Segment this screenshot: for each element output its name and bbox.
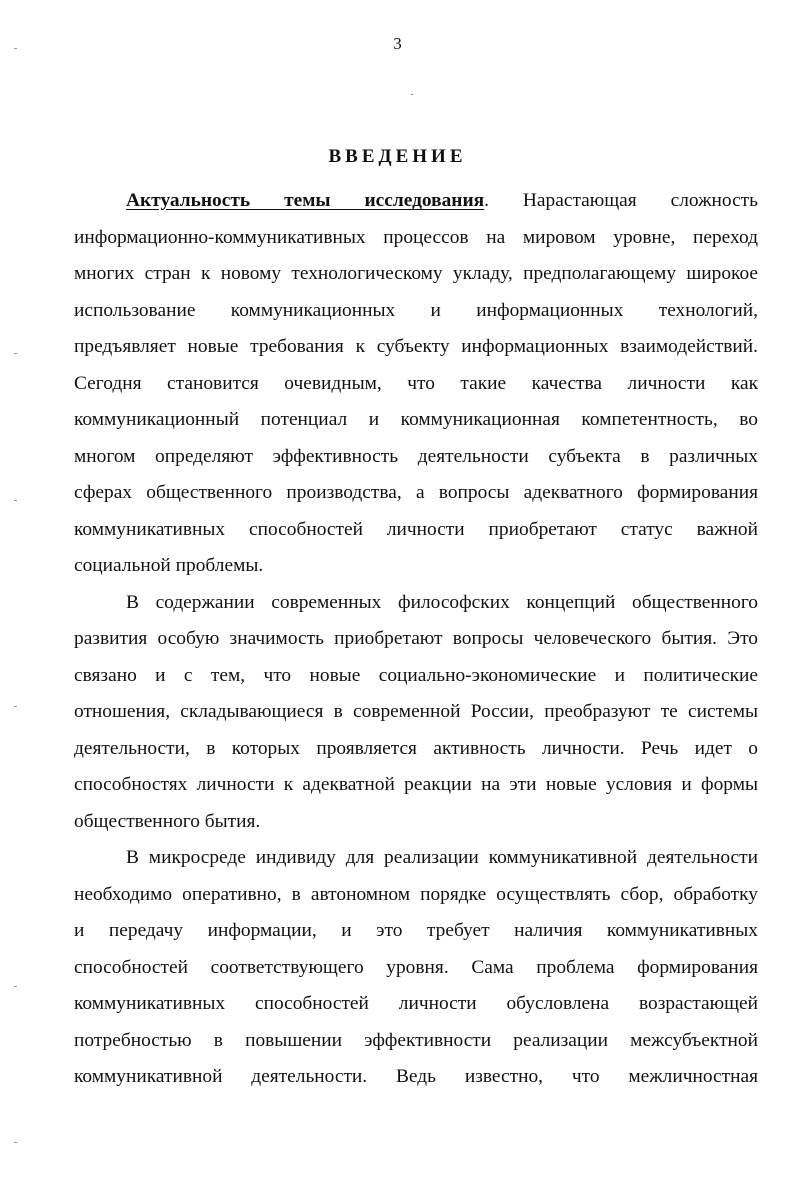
margin-mark: [14, 706, 17, 707]
text-line: коммуникативных способностей личности обусловлена возрастающей: [74, 993, 758, 1014]
text-line: Актуальность темы исследования. Нарастающая сложность: [126, 190, 758, 211]
text-line: информационно-коммуникативных процессов на мировом уровне, переход: [74, 226, 758, 248]
text-line: общественного бытия.: [74, 810, 261, 832]
text-line: и передачу информации, и это требует наличия коммуникативных: [74, 920, 758, 941]
text-line: отношения, складывающиеся в современной России, преобразуют те системы: [74, 701, 758, 722]
body-text: [74, 183, 758, 1096]
text-line: сферах общественного производства, а вопросы адекватного формирования: [74, 482, 758, 503]
text-line: связано и с тем, что новые социально-экономические и политические: [74, 664, 758, 686]
text-line: Сегодня становится очевидным, что такие качества личности как: [74, 372, 758, 394]
page-number: 3: [393, 34, 402, 53]
text-line: использование коммуникационных и информационных технологий,: [74, 299, 758, 321]
text-line: развития особую значимость приобретают вопросы человеческого бытия. Это: [74, 628, 758, 649]
section-heading: ВВЕДЕНИЕ: [328, 146, 467, 167]
scan-artifact: [411, 94, 413, 95]
text-line: социальной проблемы.: [74, 555, 264, 576]
text-line: коммуникативной деятельности. Ведь известно, что межличностная: [74, 1066, 758, 1087]
margin-mark: [14, 48, 17, 49]
text-line: потребностью в повышении эффективности реализации межсубъектной: [74, 1029, 758, 1051]
text-line: коммуникативных способностей личности приобретают статус важной: [74, 518, 758, 540]
text-line: многом определяют эффективность деятельности субъекта в различных: [74, 445, 758, 467]
text-line: деятельности, в которых проявляется активность личности. Речь идет о: [74, 737, 758, 759]
margin-mark: [14, 1142, 17, 1143]
text-line: многих стран к новому технологическому укладу, предполагающему широкое: [74, 263, 758, 284]
margin-mark: [14, 500, 17, 501]
text-line: коммуникационный потенциал и коммуникационная компетентность, во: [74, 409, 758, 430]
text-line: предъявляет новые требования к субъекту информационных взаимодействий.: [74, 336, 758, 357]
margin-mark: [14, 353, 17, 354]
lead-phrase: Актуальность темы исследования: [126, 190, 485, 211]
text-line: В микросреде индивиду для реализации коммуникативной деятельности: [126, 847, 758, 868]
text-line: необходимо оперативно, в автономном порядке осуществлять сбор, обработку: [74, 883, 758, 905]
margin-mark: [14, 986, 17, 987]
text-line: способностях личности к адекватной реакции на эти новые условия и формы: [74, 774, 758, 795]
text-line: способностей соответствующего уровня. Сама проблема формирования: [74, 956, 758, 978]
text-line: В содержании современных философских концепций общественного: [126, 591, 758, 613]
